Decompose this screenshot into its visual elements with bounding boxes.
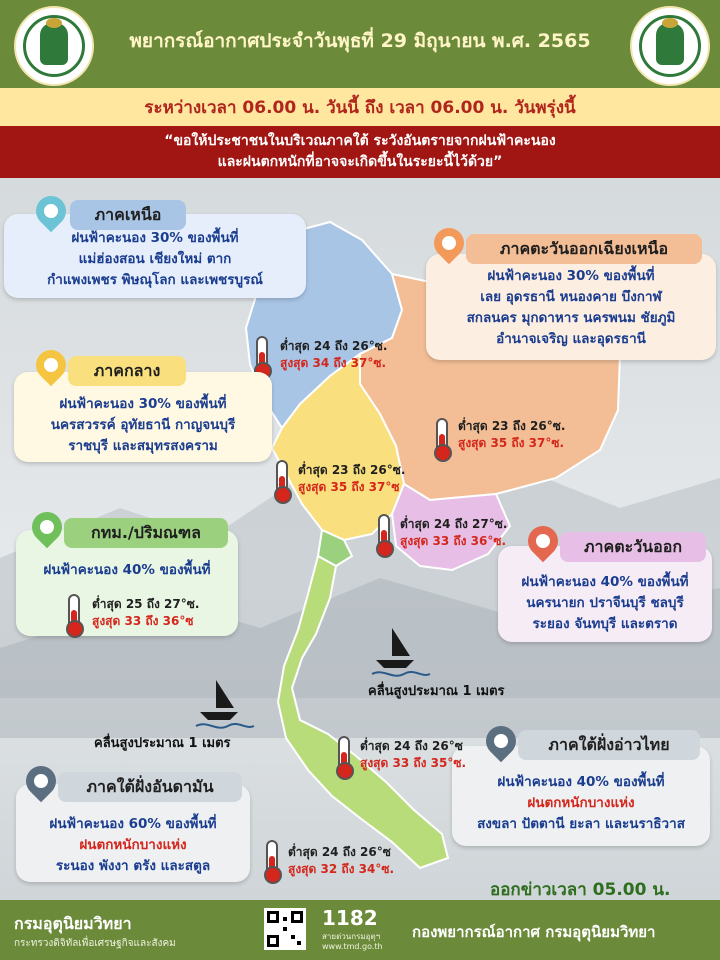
bangkok-thermometer-icon: [68, 594, 80, 632]
south-andaman-heavy-rain: ฝนตกหนักบางแห่ง: [79, 837, 187, 853]
north-max-temp: สูงสุด 34 ถึง 37°ซ.: [280, 356, 387, 370]
ministry-seal-logo: [14, 6, 94, 86]
south-gulf-max-temp: สูงสุด 33 ถึง 35°ซ.: [360, 756, 467, 770]
east-line-1: ฝนฟ้าคะนอง 40% ของพื้นที่: [521, 574, 689, 590]
wave-height-andaman: คลื่นสูงประมาณ 1 เมตร: [94, 736, 231, 751]
hotline-subtitle: สายด่วนกรมอุตุฯ: [322, 932, 381, 941]
east-line-3: ระยอง จันทบุรี และตราด: [532, 616, 678, 632]
south-gulf-label: ภาคใต้ฝั่งอ่าวไทย: [518, 730, 700, 760]
tmd-seal-logo: [630, 6, 710, 86]
northeast-line-2: เลย อุดรธานี หนองคาย บึงกาฬ: [480, 289, 662, 305]
northeast-line-3: สกลนคร มุกดาหาร นครพนม ชัยภูมิ: [466, 310, 676, 326]
forecast-period: ระหว่างเวลา 06.00 น. วันนี้ ถึง เวลา 06.00 น. วันพรุ่งนี้: [144, 98, 576, 118]
south-gulf-heavy-rain: ฝนตกหนักบางแห่ง: [527, 795, 635, 811]
east-temperature: [400, 516, 507, 550]
central-line-2: นครสวรรค์ อุทัยธานี กาญจนบุรี: [50, 417, 236, 433]
south-gulf-thermometer-icon: [338, 736, 350, 774]
website-url[interactable]: www.tmd.go.th: [322, 942, 383, 951]
bangkok-line-1: ฝนฟ้าคะนอง 40% ของพื้นที่: [43, 562, 211, 578]
northeast-thermometer-icon: [436, 418, 448, 456]
hotline-info: [322, 932, 383, 952]
south-gulf-line-3: สงขลา ปัตตานี ยะลา และนราธิวาส: [477, 816, 685, 832]
northeast-temperature: [458, 418, 565, 452]
northeast-forecast: [426, 254, 716, 350]
warning-text: [0, 131, 720, 173]
qr-code-icon: [264, 908, 306, 950]
central-line-1: ฝนฟ้าคะนอง 30% ของพื้นที่: [59, 396, 227, 412]
bangkok-min-temp: ต่ำสุด 25 ถึง 27°ซ.: [92, 597, 200, 611]
south-gulf-temperature: [360, 738, 466, 772]
bangkok-max-temp: สูงสุด 33 ถึง 36°ซ: [92, 614, 194, 628]
east-label: ภาคตะวันออก: [560, 532, 706, 562]
northeast-max-temp: สูงสุด 35 ถึง 37°ซ.: [458, 436, 565, 450]
east-line-2: นครนายก ปราจีนบุรี ชลบุรี: [526, 595, 684, 611]
south-andaman-line-3: ระนอง พังงา ตรัง และสตูล: [55, 858, 211, 874]
region-box-northeast: [426, 254, 716, 360]
bangkok-temperature: [92, 596, 199, 630]
footer-ministry: กระทรวงดิจิทัลเพื่อเศรษฐกิจและสังคม: [14, 938, 176, 949]
northeast-min-temp: ต่ำสุด 23 ถึง 26°ซ.: [458, 419, 566, 433]
region-box-south-gulf: [452, 746, 710, 846]
east-thermometer-icon: [378, 514, 390, 552]
south-andaman-line-1: ฝนฟ้าคะนอง 60% ของพื้นที่: [49, 816, 217, 832]
hotline-number: 1182: [322, 906, 378, 930]
south-gulf-line-1: ฝนฟ้าคะนอง 40% ของพื้นที่: [497, 774, 665, 790]
north-line-3: กำแพงเพชร พิษณุโลก และเพชรบูรณ์: [47, 272, 263, 288]
qr-code[interactable]: [264, 908, 306, 950]
northeast-label: ภาคตะวันออกเฉียงเหนือ: [466, 234, 702, 264]
central-min-temp: ต่ำสุด 23 ถึง 26°ซ.: [298, 463, 406, 477]
page-title: พยากรณ์อากาศประจำวันพุธที่ 29 มิถุนายน พ.ศ. 2565: [129, 30, 591, 52]
south-andaman-temperature: [288, 844, 394, 878]
south-gulf-min-temp: ต่ำสุด 24 ถึง 26°ซ: [360, 739, 463, 753]
central-label: ภาคกลาง: [68, 356, 186, 386]
footer-department: กรมอุตุนิยมวิทยา: [14, 914, 132, 933]
north-label: ภาคเหนือ: [70, 200, 186, 230]
issue-time: ออกข่าวเวลา 05.00 น.: [490, 880, 671, 900]
north-temperature: [280, 338, 387, 372]
footer-forecast-division: กองพยากรณ์อากาศ กรมอุตุนิยมวิทยา: [412, 923, 656, 941]
south-andaman-max-temp: สูงสุด 32 ถึง 34°ซ.: [288, 862, 395, 876]
central-line-3: ราชบุรี และสมุทรสงคราม: [68, 438, 218, 454]
north-line-2: แม่ฮ่องสอน เชียงใหม่ ตาก: [78, 251, 232, 267]
south-andaman-thermometer-icon: [266, 840, 278, 878]
east-min-temp: ต่ำสุด 24 ถึง 27°ซ.: [400, 517, 508, 531]
north-thermometer-icon: [256, 336, 268, 374]
northeast-line-4: อำนาจเจริญ และอุดรธานี: [496, 331, 646, 347]
north-line-1: ฝนฟ้าคะนอง 30% ของพื้นที่: [71, 230, 239, 246]
warning-line-2: และฝนตกหนักที่อาจจะเกิดขึ้นในระยะนี้ไว้ด้วย”: [217, 154, 503, 170]
central-max-temp: สูงสุด 35 ถึง 37°ซ: [298, 480, 400, 494]
east-max-temp: สูงสุด 33 ถึง 36°ซ.: [400, 534, 507, 548]
wave-height-gulf: คลื่นสูงประมาณ 1 เมตร: [368, 684, 505, 699]
central-thermometer-icon: [276, 460, 288, 498]
south-andaman-min-temp: ต่ำสุด 24 ถึง 26°ซ: [288, 845, 391, 859]
northeast-line-1: ฝนฟ้าคะนอง 30% ของพื้นที่: [487, 268, 655, 284]
bangkok-label: กทม./ปริมณฑล: [64, 518, 228, 548]
central-temperature: [298, 462, 405, 496]
north-min-temp: ต่ำสุด 24 ถึง 26°ซ.: [280, 339, 388, 353]
warning-line-1: “ขอให้ประชาชนในบริเวณภาคใต้ ระวังอันตรายจากฝนฟ้าคะนอง: [164, 133, 556, 149]
south-andaman-label: ภาคใต้ฝั่งอันดามัน: [58, 772, 242, 802]
